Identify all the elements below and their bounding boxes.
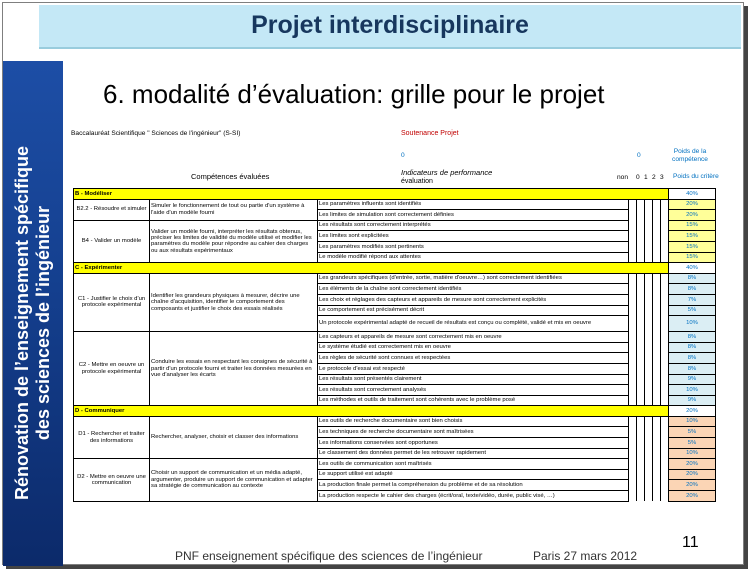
rating-checkbox[interactable]: [629, 374, 637, 385]
table-row: [74, 199, 716, 210]
criterion-weight: 9%: [669, 374, 716, 385]
section-label: B - Modéliser: [74, 189, 669, 200]
soutenance-label: Soutenance Projet: [401, 130, 459, 137]
poids-critere-label: Poids du critère: [673, 173, 719, 180]
criterion-weight: 5%: [669, 427, 716, 438]
rating-checkbox[interactable]: [661, 363, 669, 374]
rating-checkbox[interactable]: [653, 273, 661, 284]
rating-checkbox[interactable]: [661, 438, 669, 449]
rating-checkbox[interactable]: [629, 294, 637, 305]
rating-checkbox[interactable]: [661, 284, 669, 295]
rating-checkbox[interactable]: [645, 395, 653, 406]
competence-description: Conduire les essais en respectant les consignes de sécurité à partir d'un protocole fourni et traiter les données mesurées en vue d'analyser les écarts: [150, 332, 318, 406]
competences-header: Compétences évaluées: [191, 172, 270, 181]
rating-checkbox[interactable]: [629, 491, 637, 502]
criterion-weight: 7%: [669, 294, 716, 305]
rating-checkbox[interactable]: [637, 241, 645, 252]
rating-checkbox[interactable]: [661, 199, 669, 210]
indicator-cell: Les limites sont explicitées: [318, 231, 629, 242]
competence-description: Identifier les grandeurs physiques à mesurer, décrire une chaîne d'acquisition, identifier le comportement des composants et justifier le choix des essais réalisés: [150, 273, 318, 331]
sidebar-line-2: des sciences de l’ingénieur: [33, 205, 53, 441]
indicator-cell: Le classement des données permet de les retrouver rapidement: [318, 448, 629, 459]
evaluation-header: évaluation: [401, 178, 433, 185]
rating-checkbox[interactable]: [661, 427, 669, 438]
criterion-weight: 8%: [669, 273, 716, 284]
rating-checkbox[interactable]: [653, 294, 661, 305]
criterion-weight: 8%: [669, 332, 716, 343]
indicator-cell: Les résultats sont présentés clairement: [318, 374, 629, 385]
criterion-weight: 5%: [669, 438, 716, 449]
indicator-cell: Les résultats sont correctement analysés: [318, 385, 629, 396]
indicator-cell: Le protocole d'essai est respecté: [318, 363, 629, 374]
rating-checkbox[interactable]: [653, 332, 661, 343]
rating-checkbox[interactable]: [629, 231, 637, 242]
rating-checkbox[interactable]: [661, 342, 669, 353]
table-row: [74, 273, 716, 284]
rating-checkbox[interactable]: [653, 416, 661, 427]
rating-checkbox[interactable]: [653, 252, 661, 263]
rating-checkbox[interactable]: [637, 305, 645, 316]
criterion-weight: 15%: [669, 231, 716, 242]
rating-checkbox[interactable]: [645, 448, 653, 459]
rating-checkbox[interactable]: [637, 395, 645, 406]
rating-checkbox[interactable]: [653, 491, 661, 502]
rating-0-header: 0: [636, 174, 640, 181]
rating-checkbox[interactable]: [661, 332, 669, 343]
rating-checkbox[interactable]: [653, 448, 661, 459]
competence-cell: C2 - Mettre en oeuvre un protocole expérimental: [74, 332, 150, 406]
indicateurs-header: Indicateurs de performance: [401, 168, 493, 177]
rating-checkbox[interactable]: [645, 241, 653, 252]
rating-checkbox[interactable]: [637, 438, 645, 449]
rating-checkbox[interactable]: [661, 210, 669, 221]
sidebar-vertical-text: [12, 83, 54, 563]
rating-checkbox[interactable]: [645, 427, 653, 438]
rating-checkbox[interactable]: [653, 241, 661, 252]
bac-label: Baccalauréat Scientifique " Sciences de l'ingénieur" (S-SI): [71, 130, 241, 137]
evaluation-grid: [73, 188, 715, 502]
rating-checkbox[interactable]: [645, 438, 653, 449]
rating-checkbox[interactable]: [629, 273, 637, 284]
header-banner: [39, 5, 741, 49]
rating-checkbox[interactable]: [629, 332, 637, 343]
rating-checkbox[interactable]: [629, 241, 637, 252]
rating-checkbox[interactable]: [637, 220, 645, 231]
rating-checkbox[interactable]: [661, 491, 669, 502]
rating-checkbox[interactable]: [653, 353, 661, 364]
footer-right: Paris 27 mars 2012: [533, 549, 638, 563]
rating-checkbox[interactable]: [637, 427, 645, 438]
rating-checkbox[interactable]: [661, 231, 669, 242]
rating-checkbox[interactable]: [629, 220, 637, 231]
rating-checkbox[interactable]: [645, 459, 653, 470]
rating-checkbox[interactable]: [653, 363, 661, 374]
rating-1-header: 1: [644, 174, 648, 181]
rating-checkbox[interactable]: [629, 363, 637, 374]
competence-cell: B2.2 - Résoudre et simuler: [74, 199, 150, 220]
header-title: Projet interdisciplinaire: [251, 11, 529, 39]
rating-checkbox[interactable]: [653, 459, 661, 470]
rating-checkbox[interactable]: [645, 305, 653, 316]
rating-checkbox[interactable]: [661, 220, 669, 231]
criterion-weight: 10%: [669, 416, 716, 427]
indicator-cell: Les méthodes et outils de traitement sont cohérents avec le problème posé: [318, 395, 629, 406]
indicator-cell: Les résultats sont correctement interprétés: [318, 220, 629, 231]
rating-checkbox[interactable]: [629, 395, 637, 406]
poids-competence-label: Poids de la compétence: [672, 148, 708, 163]
rating-checkbox[interactable]: [653, 284, 661, 295]
rating-checkbox[interactable]: [637, 273, 645, 284]
non-header: non: [617, 174, 629, 181]
competence-description: Valider un modèle fourni, interpréter les résultats obtenus, préciser les limites de validité du modèle utilisé et modifier les paramètres du modèle pour répondre au cahier des charges ou aux résultats expérimentaux: [150, 220, 318, 262]
rating-checkbox[interactable]: [653, 210, 661, 221]
criterion-weight: 10%: [669, 448, 716, 459]
criterion-weight: 20%: [669, 210, 716, 221]
rating-checkbox[interactable]: [645, 273, 653, 284]
rating-checkbox[interactable]: [653, 438, 661, 449]
rating-checkbox[interactable]: [653, 316, 661, 332]
rating-checkbox[interactable]: [645, 416, 653, 427]
indicator-cell: Les éléments de la chaîne sont correctement identifiés: [318, 284, 629, 295]
rating-checkbox[interactable]: [637, 294, 645, 305]
rating-checkbox[interactable]: [645, 385, 653, 396]
rating-checkbox[interactable]: [629, 459, 637, 470]
zero-label-a: 0: [401, 152, 405, 159]
rating-checkbox[interactable]: [661, 416, 669, 427]
indicator-cell: Les grandeurs spécifiques (d'entrée, sortie, matière d'oeuvre…) sont correctement identifiées: [318, 273, 629, 284]
criterion-weight: 5%: [669, 305, 716, 316]
criterion-weight: 20%: [669, 491, 716, 502]
footer-left: PNF enseignement spécifique des sciences de l’ingénieur: [175, 549, 483, 563]
rating-checkbox[interactable]: [653, 480, 661, 491]
rating-3-header: 3: [660, 174, 664, 181]
evaluation-table: [73, 188, 716, 502]
section-row: [74, 189, 716, 200]
rating-checkbox[interactable]: [637, 284, 645, 295]
rating-checkbox[interactable]: [645, 374, 653, 385]
indicator-cell: Les techniques de recherche documentaire sont maîtrisées: [318, 427, 629, 438]
indicator-cell: Les paramètres modifiés sont pertinents: [318, 241, 629, 252]
rating-checkbox[interactable]: [661, 316, 669, 332]
criterion-weight: 8%: [669, 284, 716, 295]
rating-checkbox[interactable]: [661, 305, 669, 316]
competence-cell: C1 - Justifier le choix d'un protocole expérimental: [74, 273, 150, 331]
rating-checkbox[interactable]: [637, 459, 645, 470]
rating-checkbox[interactable]: [629, 199, 637, 210]
rating-checkbox[interactable]: [629, 252, 637, 263]
indicator-cell: Les outils de recherche documentaire sont bien choisis: [318, 416, 629, 427]
rating-checkbox[interactable]: [629, 427, 637, 438]
indicator-cell: Les capteurs et appareils de mesure sont correctement mis en oeuvre: [318, 332, 629, 343]
rating-checkbox[interactable]: [653, 385, 661, 396]
rating-checkbox[interactable]: [645, 199, 653, 210]
criterion-weight: 20%: [669, 480, 716, 491]
rating-checkbox[interactable]: [645, 210, 653, 221]
rating-checkbox[interactable]: [637, 252, 645, 263]
rating-checkbox[interactable]: [653, 231, 661, 242]
section-weight: 40%: [669, 263, 716, 274]
rating-checkbox[interactable]: [661, 294, 669, 305]
rating-checkbox[interactable]: [629, 480, 637, 491]
indicator-cell: Le comportement est précisément décrit: [318, 305, 629, 316]
rating-checkbox[interactable]: [653, 342, 661, 353]
rating-checkbox[interactable]: [637, 374, 645, 385]
rating-checkbox[interactable]: [645, 294, 653, 305]
sidebar-line-1: Rénovation de l’enseignement spécifique: [12, 145, 32, 501]
criterion-weight: 20%: [669, 459, 716, 470]
rating-checkbox[interactable]: [653, 305, 661, 316]
rating-checkbox[interactable]: [653, 199, 661, 210]
competence-cell: B4 - Valider un modèle: [74, 220, 150, 262]
rating-checkbox[interactable]: [645, 332, 653, 343]
indicator-cell: Un protocole expérimental adapté de recueil de résultats est conçu ou complété, validé et mis en oeuvre: [318, 316, 629, 332]
rating-checkbox[interactable]: [661, 469, 669, 480]
rating-checkbox[interactable]: [629, 448, 637, 459]
rating-checkbox[interactable]: [661, 374, 669, 385]
section-label: C - Expérimenter: [74, 263, 669, 274]
section-row: [74, 406, 716, 417]
criterion-weight: 10%: [669, 316, 716, 332]
criterion-weight: 8%: [669, 353, 716, 364]
rating-checkbox[interactable]: [645, 252, 653, 263]
rating-checkbox[interactable]: [645, 363, 653, 374]
rating-checkbox[interactable]: [629, 469, 637, 480]
rating-checkbox[interactable]: [661, 353, 669, 364]
criterion-weight: 15%: [669, 220, 716, 231]
criterion-weight: 8%: [669, 342, 716, 353]
competence-description: Choisir un support de communication et un média adapté, argumenter, produire un support de communication et adapter sa stratégie de communication au contexte: [150, 459, 318, 501]
rating-checkbox[interactable]: [653, 374, 661, 385]
rating-checkbox[interactable]: [645, 353, 653, 364]
criterion-weight: 15%: [669, 241, 716, 252]
page-number: 11: [682, 534, 699, 551]
rating-checkbox[interactable]: [637, 385, 645, 396]
rating-checkbox[interactable]: [629, 210, 637, 221]
table-row: [74, 416, 716, 427]
indicator-cell: Les choix et réglages des capteurs et appareils de mesure sont correctement explicités: [318, 294, 629, 305]
criterion-weight: 8%: [669, 363, 716, 374]
rating-checkbox[interactable]: [637, 210, 645, 221]
rating-checkbox[interactable]: [645, 284, 653, 295]
rating-checkbox[interactable]: [637, 416, 645, 427]
rating-checkbox[interactable]: [661, 395, 669, 406]
competence-description: Rechercher, analyser, choisir et classer des informations: [150, 416, 318, 458]
rating-checkbox[interactable]: [645, 316, 653, 332]
slide-frame: [2, 2, 744, 565]
indicator-cell: Le modèle modifié répond aux attentes: [318, 252, 629, 263]
rating-checkbox[interactable]: [637, 469, 645, 480]
indicator-cell: Les informations conservées sont opportunes: [318, 438, 629, 449]
rating-checkbox[interactable]: [661, 273, 669, 284]
rating-checkbox[interactable]: [645, 480, 653, 491]
rating-checkbox[interactable]: [653, 395, 661, 406]
zero-label-b: 0: [637, 152, 641, 159]
rating-checkbox[interactable]: [661, 480, 669, 491]
rating-checkbox[interactable]: [661, 448, 669, 459]
indicator-cell: La production finale permet la compréhension du problème et de sa résolution: [318, 480, 629, 491]
criterion-weight: 20%: [669, 199, 716, 210]
rating-checkbox[interactable]: [637, 316, 645, 332]
criterion-weight: 9%: [669, 395, 716, 406]
table-row: [74, 332, 716, 343]
rating-checkbox[interactable]: [661, 241, 669, 252]
rating-checkbox[interactable]: [645, 220, 653, 231]
rating-2-header: 2: [652, 174, 656, 181]
rating-checkbox[interactable]: [629, 342, 637, 353]
rating-checkbox[interactable]: [661, 459, 669, 470]
rating-checkbox[interactable]: [653, 469, 661, 480]
sidebar-band: [3, 61, 63, 566]
slide-title: 6. modalité d’évaluation: grille pour le projet: [103, 79, 605, 109]
competence-description: Simuler le fonctionnement de tout ou partie d'un système à l'aide d'un modèle fourni: [150, 199, 318, 220]
indicator-cell: Le support utilisé est adapté: [318, 469, 629, 480]
indicator-cell: Les limites de simulation sont correctement définies: [318, 210, 629, 221]
table-row: [74, 220, 716, 231]
rating-checkbox[interactable]: [637, 231, 645, 242]
rating-checkbox[interactable]: [637, 480, 645, 491]
indicator-cell: Le système étudié est correctement mis en oeuvre: [318, 342, 629, 353]
criterion-weight: 15%: [669, 252, 716, 263]
indicator-cell: Les outils de communication sont maîtrisés: [318, 459, 629, 470]
section-label: D - Communiquer: [74, 406, 669, 417]
rating-checkbox[interactable]: [629, 316, 637, 332]
competence-cell: D1 - Rechercher et traiter des informations: [74, 416, 150, 458]
rating-checkbox[interactable]: [629, 438, 637, 449]
criterion-weight: 20%: [669, 469, 716, 480]
indicator-cell: La production respecte le cahier des charges (écrit/oral, texte/vidéo, durée, public visé, …): [318, 491, 629, 502]
section-weight: 40%: [669, 189, 716, 200]
rating-checkbox[interactable]: [637, 353, 645, 364]
table-row: [74, 459, 716, 470]
rating-checkbox[interactable]: [661, 252, 669, 263]
rating-checkbox[interactable]: [629, 416, 637, 427]
rating-checkbox[interactable]: [661, 385, 669, 396]
rating-checkbox[interactable]: [629, 284, 637, 295]
section-weight: 20%: [669, 406, 716, 417]
rating-checkbox[interactable]: [645, 231, 653, 242]
rating-checkbox[interactable]: [637, 199, 645, 210]
rating-checkbox[interactable]: [645, 491, 653, 502]
rating-checkbox[interactable]: [637, 332, 645, 343]
rating-checkbox[interactable]: [653, 427, 661, 438]
rating-checkbox[interactable]: [629, 385, 637, 396]
rating-checkbox[interactable]: [645, 342, 653, 353]
rating-checkbox[interactable]: [637, 363, 645, 374]
rating-checkbox[interactable]: [629, 305, 637, 316]
rating-checkbox[interactable]: [645, 469, 653, 480]
section-row: [74, 263, 716, 274]
competence-cell: D2 - Mettre en oeuvre une communication: [74, 459, 150, 501]
rating-checkbox[interactable]: [637, 491, 645, 502]
rating-checkbox[interactable]: [629, 353, 637, 364]
rating-checkbox[interactable]: [637, 342, 645, 353]
criterion-weight: 10%: [669, 385, 716, 396]
indicator-cell: Les paramètres influents sont identifiés: [318, 199, 629, 210]
indicator-cell: Les règles de sécurité sont connues et respectées: [318, 353, 629, 364]
rating-checkbox[interactable]: [637, 448, 645, 459]
rating-checkbox[interactable]: [653, 220, 661, 231]
